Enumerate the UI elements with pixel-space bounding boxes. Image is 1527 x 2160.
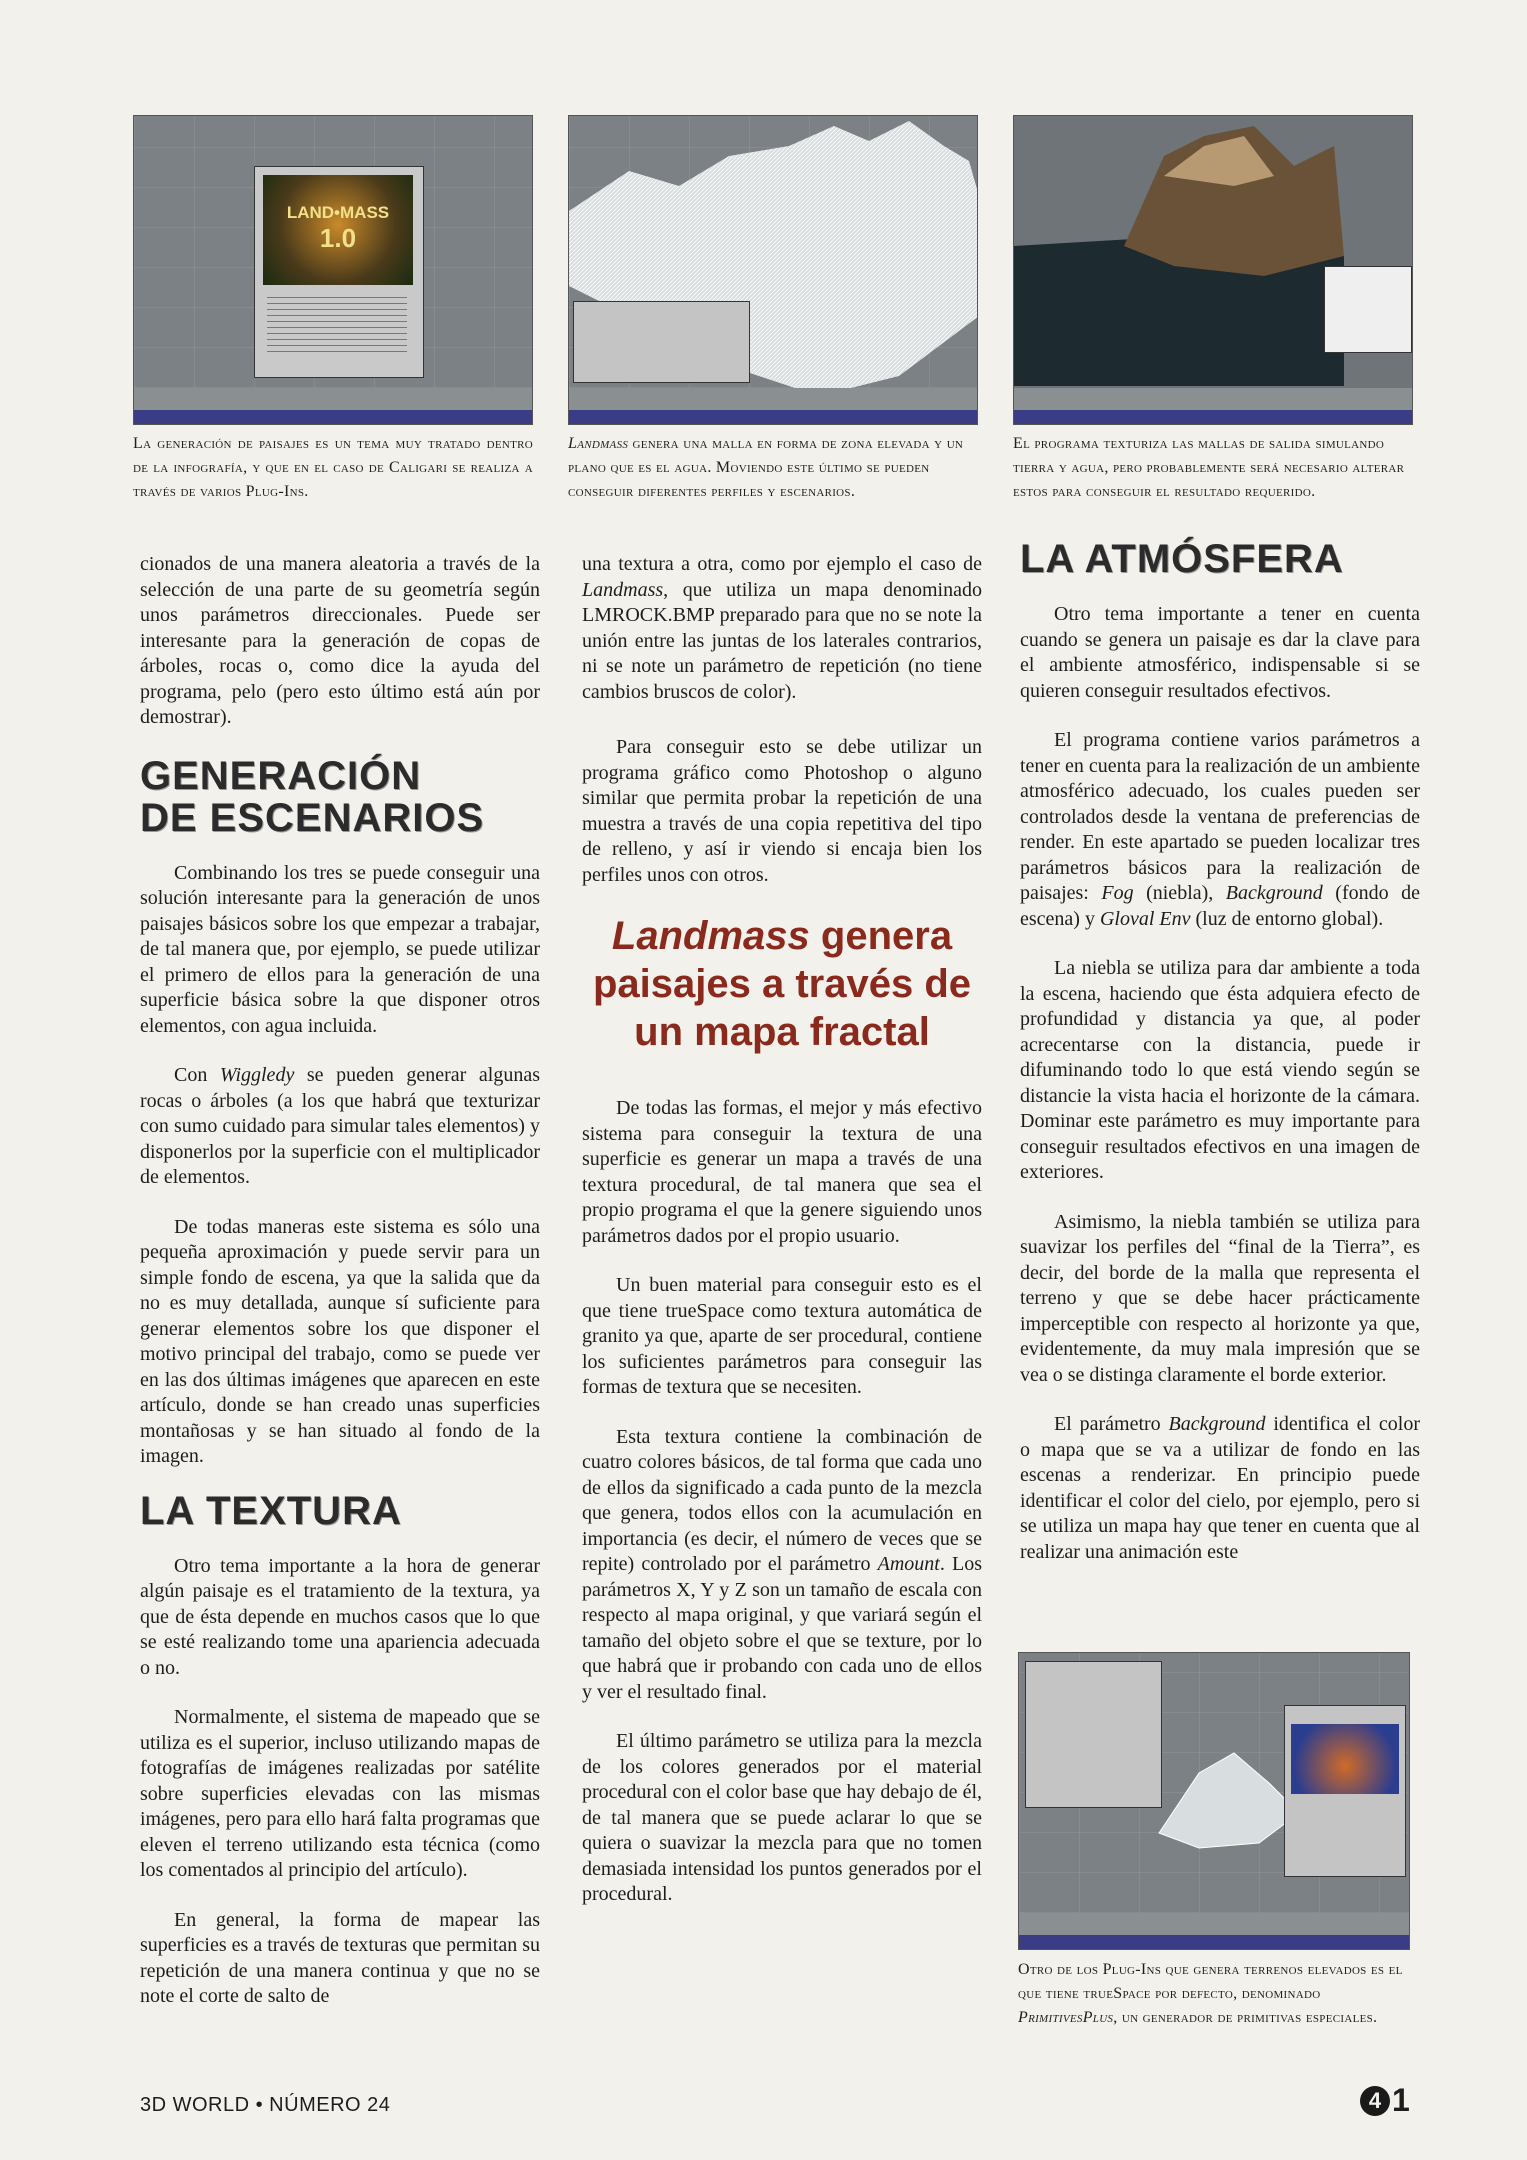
c3p2-env: Gloval Env	[1099, 907, 1191, 930]
heading-la-textura: LA TEXTURA	[140, 1488, 402, 1533]
toolbar	[1019, 1913, 1409, 1935]
c2p0-a: una textura a otra, como por ejemplo el caso de	[582, 553, 982, 575]
col1-paragraph-2	[140, 1063, 540, 1191]
magazine-footer: 3D WORLD • NÚMERO 24	[140, 2094, 391, 2116]
preview-image	[1291, 1724, 1399, 1794]
taskbar	[569, 410, 977, 424]
toolbar	[1014, 388, 1412, 410]
preview-window	[1284, 1705, 1406, 1877]
c3p2-bg: Background	[1225, 882, 1323, 904]
col2-paragraph-5: El último parámetro se utiliza para la mezcla de los colores generados por el material procedural con el color base que hay debajo de él, de tal manera que se puede aclarar lo que se quiera o suavizar la mezcla para que no tomen demasiada intensidad los puntos generados por el procedural.	[582, 1730, 982, 1905]
col1-paragraph-1: Combinando los tres se puede conseguir una solución interesante para la generación de unos paisajes básicos sobre los que empezar a trabajar, de tal manera que, por ejemplo, se puede utilizar el primero de ellos para la generación de una superficie básica sobre la que disponer otros elementos, con agua incluida.	[140, 861, 540, 1037]
col3-paragraph-2	[1020, 728, 1420, 932]
caption-2-text: genera una malla en forma de zona elevada y un plano que es el agua. Moviendo este último se pueden conseguir diferentes perfiles y escenarios.	[568, 435, 964, 500]
pull-rest: genera	[809, 914, 953, 958]
col1-paragraph-0: cionados de una manera aleatoria a través de la selección de una parte de su geometría según unos parámetros direccionales. Puede ser interesante para la generación de copas de árboles, rocas o, como dice la ayuda del programa, pelo (pero esto último está aún por demostrar).	[140, 553, 540, 728]
pull-line-1	[582, 912, 982, 960]
taskbar	[1014, 410, 1412, 424]
c2p0-b: , que utiliza un mapa denominado LMROCK.BMP preparado para que no se note la unión entre las juntas de los laterales contrarios, ni se note un parámetro de repetición (no tiene cambios bruscos de color).	[582, 578, 982, 703]
hill-mesh	[1159, 1753, 1299, 1848]
page-number-rest: 1	[1392, 2082, 1410, 2118]
col2-paragraph-0	[582, 552, 982, 705]
splash-title-line1: LAND•MASS	[286, 203, 390, 222]
caption-image-1: La generación de paisajes es un tema muy tratado dentro de la infografía, y que en el caso de Caligari se realiza a través de varios Plug-Ins.	[133, 435, 533, 500]
caption-4-italic: PrimitivesPlus	[1018, 2009, 1114, 2026]
caption-4-b: , un generador de primitivas especiales.	[1113, 2009, 1378, 2026]
toolbar	[134, 388, 532, 410]
c3p2-c: (fondo de escena) y	[1020, 882, 1420, 930]
col3-paragraph-1: Otro tema importante a tener en cuenta cuando se genera un paisaje es dar la clave para el ambiente atmosférico, indispensable si se quieren conseguir resultados efectivos.	[1020, 603, 1420, 702]
screenshot-landmass-splash	[133, 115, 533, 425]
c3p5-a: El parámetro	[1054, 1413, 1169, 1435]
splash-title-line2: 1.0	[319, 223, 357, 253]
col1-paragraph-5: Normalmente, el sistema de mapeado que se utiliza es el superior, incluso utilizando mapas de fotografías de imágenes realizadas por satélite sobre superficies elevadas con las mismas imágenes, pero para ello hará falta programas que eleven el terreno utilizando esta técnica (como los comentados al principio del artículo).	[140, 1706, 540, 1881]
c2p4-italic: Amount	[877, 1553, 940, 1575]
col1-paragraph-6: En general, la forma de mapear las superficies es a través de texturas que permitan su repetición de una manera continua y que no se note el corte de salto de	[140, 1908, 540, 2007]
col1-paragraph-4: Otro tema importante a la hora de generar algún paisaje es el tratamiento de la textura, ya que de ésta depende en muchos casos que lo que se esté realizando tome una apariencia adecuada o no.	[140, 1554, 540, 1679]
screenshot-landmass-mesh	[568, 115, 978, 425]
pull-line-3: un mapa fractal	[634, 1010, 930, 1054]
c3p2-fog: Fog	[1101, 882, 1134, 904]
heading-line-2: DE ESCENARIOS	[140, 795, 485, 840]
heading-line-1: GENERACIÓN	[140, 753, 422, 798]
page-number	[1360, 2082, 1410, 2119]
column-2	[582, 552, 982, 1908]
pull-quote	[582, 912, 982, 1056]
heading-la-atmosfera: LA ATMÓSFERA	[1020, 537, 1344, 581]
p2-italic: Wiggledy	[219, 1064, 295, 1086]
col3-paragraph-3: La niebla se utiliza para dar ambiente a toda la escena, haciendo que ésta adquiera efecto de profundidad y distancia ya que, al poder acrecentarse con la distancia, puede ir difuminando todo lo que está viendo según se distancie la vista hacia el horizonte de la cámara. Dominar este parámetro es muy importante para conseguir resultados efectivos en una imagen de exteriores.	[1020, 957, 1420, 1183]
caption-4-a: Otro de los Plug-Ins que genera terrenos elevados es el que tiene trueSpace por defecto, denominado	[1018, 1961, 1403, 2002]
splash-window	[254, 166, 424, 378]
col2-paragraph-4	[582, 1425, 982, 1706]
caption-image-2	[568, 432, 978, 504]
scene-tree-window	[1324, 266, 1412, 353]
c2p0-italic: Landmass	[582, 578, 664, 601]
toolbar	[569, 388, 977, 410]
c2p4-b: . Los parámetros X, Y y Z son un tamaño de escala con respecto al mapa original, y que variará según el tamaño del objeto sobre el que se texture, por lo que habrá que ir probando con cada uno de ellos y ver el resultado final.	[582, 1553, 983, 1703]
col1-paragraph-3: De todas maneras este sistema es sólo una pequeña aproximación y puede servir para un simple fondo de escena, ya que la salida que da no es muy detallada, aunque sí suficiente para generar elementos sobre los que disponer el motivo principal del trabajo, como se puede ver en las dos últimas imágenes que aparecen en este artículo, donde se han creado unas superficies montañosas y se han situado al fondo de la imagen.	[140, 1215, 540, 1467]
col3-paragraph-5	[1020, 1412, 1420, 1565]
c3p2-b: (niebla),	[1133, 882, 1226, 904]
screenshot-textured-terrain	[1013, 115, 1413, 425]
c3p2-d: (luz de entorno global).	[1190, 907, 1384, 930]
pull-italic: Landmass	[611, 914, 810, 958]
heading-generacion-escenarios	[140, 755, 540, 839]
parameters-dialog	[573, 301, 750, 383]
taskbar	[134, 410, 532, 424]
p2-a: Con	[174, 1064, 220, 1086]
caption-image-4	[1018, 1958, 1410, 2030]
col2-paragraph-1: Para conseguir esto se debe utilizar un programa gráfico como Photoshop o alguno similar que permita probar la repetición de una muestra a través de una copia repetitiva del tipo de relleno, y así ir viendo si encaja bien los perfiles unos con otros.	[582, 736, 982, 886]
page-number-circle: 4	[1360, 2086, 1390, 2116]
splash-logo	[263, 175, 413, 285]
screenshot-primitivesplus	[1018, 1652, 1410, 1950]
column-1	[140, 552, 540, 2010]
caption-image-3: El programa texturiza las mallas de salida simulando tierra y agua, pero probablemente será necesario alterar estos para conseguir el resultado requerido.	[1013, 435, 1405, 500]
pull-line-2: paisajes a través de	[592, 962, 972, 1006]
column-3	[1020, 538, 1420, 1565]
col2-paragraph-2: De todas las formas, el mejor y más efectivo sistema para conseguir la textura de una superficie es generar un mapa a través de una textura procedural, de tal manera que sea el propio programa el que la genere siguiendo unos parámetros dados por el propio usuario.	[582, 1097, 982, 1247]
caption-2-italic: Landmass	[568, 435, 629, 452]
c3p5-italic: Background	[1168, 1413, 1266, 1435]
taskbar	[1019, 1935, 1409, 1949]
col2-paragraph-3: Un buen material para conseguir esto es el que tiene trueSpace como textura automática de granito ya que, aparte de ser procedural, contiene los suficientes parámetros para conseguir las formas de textura que se necesiten.	[582, 1274, 982, 1398]
col3-paragraph-4: Asimismo, la niebla también se utiliza para suavizar los perfiles del “final de la Tierra”, es decir, del borde de la malla que representa el terreno y que se debe hacer prácticamente imperceptible con respecto al horizonte ya que, evidentemente, da muy mala impresión que se vea o se distinga claramente el borde exterior.	[1020, 1210, 1420, 1386]
c3p5-b: identifica el color o mapa que se va a utilizar de fondo en las escenas a renderizar. En principio puede identificar el color del cielo, por ejemplo, pero si se utiliza un mapa hay que tener en cuenta que al realizar una animación este	[1020, 1413, 1421, 1563]
p2-b: se pueden generar algunas rocas o árboles (a los que habrá que texturizar con sumo cuidado para simular tales elementos) y disponerlos por la superficie con el multiplicador de elementos.	[140, 1064, 540, 1188]
c2p4-a: Esta textura contiene la combinación de cuatro colores básicos, de tal forma que cada uno de ellos da significado a cada punto de la mezcla que genera, todos ellos con la acumulación en importancia (es decir, el número de veces que se repite) controlado por el parámetro	[582, 1425, 982, 1575]
splash-text-lines	[267, 297, 407, 357]
c3p2-a: El programa contiene varios parámetros a tener en cuenta para la realización de un ambiente atmosférico adecuado, los cuales pueden ser controlados desde la ventana de preferencias de render. En este apartado se pueden localizar tres parámetros básicos para la realización de paisajes:	[1020, 729, 1420, 904]
